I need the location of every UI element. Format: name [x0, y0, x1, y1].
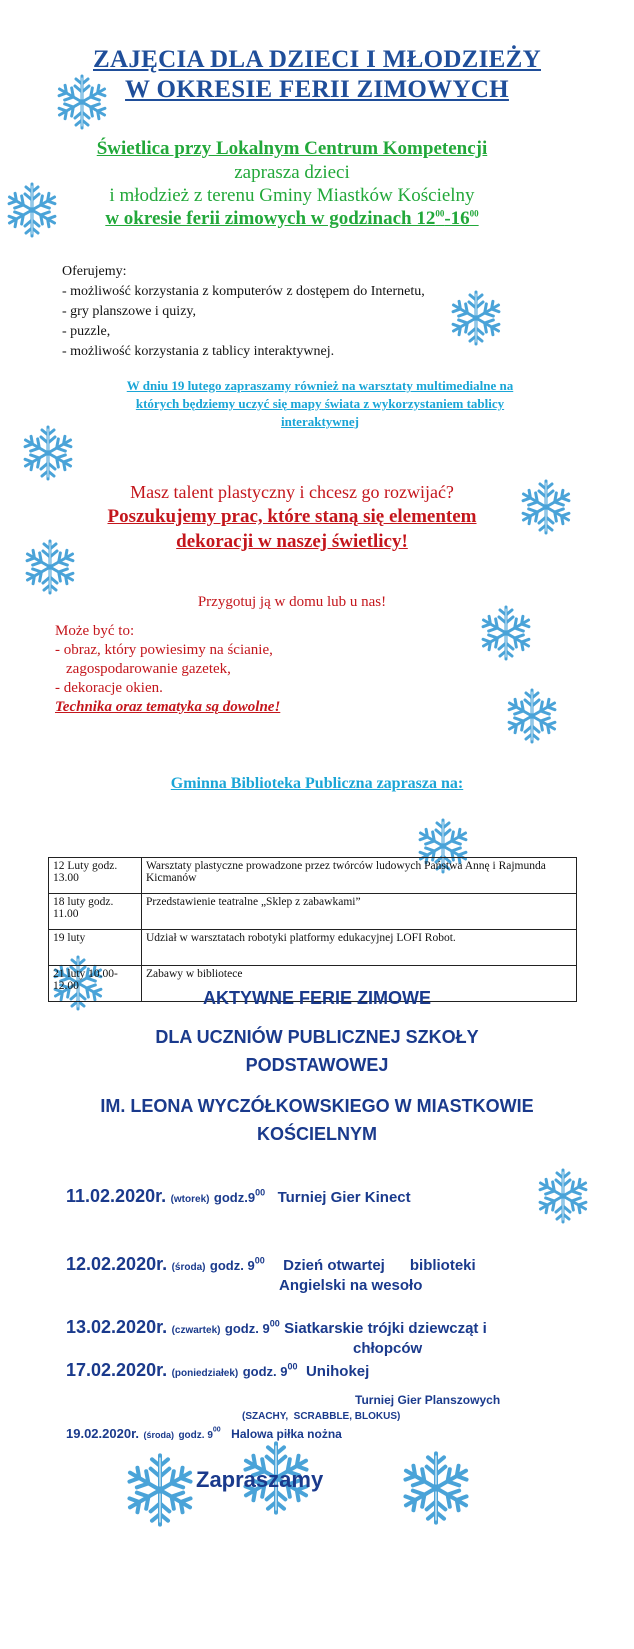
schedule-item-cont: chłopców	[353, 1340, 423, 1357]
school-heading-3a: IM. LEONA WYCZÓŁKOWSKIEGO W MIASTKOWIE	[100, 1096, 534, 1116]
talent-question: Masz talent plastyczny i chcesz go rozwijać?	[130, 482, 454, 502]
workshop-notice	[40, 377, 600, 431]
workshop-line3: interaktywnej	[281, 414, 359, 429]
library-table	[48, 857, 577, 1002]
talent-list	[55, 622, 280, 717]
snowflake-icon	[120, 1450, 200, 1530]
schedule-item: 11.02.2020r. (wtorek) $godz.9^{00}$ Turniej Gier Kinect	[66, 1186, 411, 1206]
offer-block	[62, 262, 425, 362]
snowflake-icon	[396, 1448, 476, 1528]
offer-item: - możliwość korzystania z komputerów z dostępem do Internetu,	[62, 284, 425, 299]
table-cell-date: 19 luty	[49, 930, 142, 966]
page-title-line2: W OKRESIE FERII ZIMOWYCH	[125, 76, 509, 103]
snowflake-icon	[502, 686, 562, 746]
intro-line3: i młodzież z terenu Gminy Miastków Kościelny	[109, 185, 475, 206]
table-cell-event: Przedstawienie teatralne „Sklep z zabawkami”	[142, 894, 577, 930]
workshop-line1: W dniu 19 lutego zapraszamy również na warsztaty multimedialne na	[126, 378, 514, 393]
talent-prepare: Przygotuj ją w domu lub u nas!	[197, 594, 387, 610]
board-games-list: (SZACHY, SCRABBLE, BLOKUS)	[242, 1411, 401, 1422]
talent-item: zagospodarowanie gazetek,	[66, 661, 231, 677]
schedule-item: 17.02.2020r. (poniedziałek) godz. $9^{00}$ Unihokej	[66, 1360, 370, 1380]
schedule-item: 19.02.2020r. (środa) godz. $9^{00}$ Halowa piłka nożna	[66, 1426, 342, 1441]
school-heading-2a: DLA UCZNIÓW PUBLICZNEJ SZKOŁY	[155, 1027, 479, 1047]
table-cell-event: Zabawy w bibliotece	[142, 966, 577, 1002]
page-title-line1: ZAJĘCIA DLA DZIECI I MŁODZIEŻY	[93, 46, 541, 73]
workshop-line2: których będziemy uczyć się mapy świata z wykorzystaniem tablicy	[135, 396, 505, 411]
snowflake-icon	[18, 423, 78, 483]
table-cell-event: Udział w warsztatach robotyki platformy edukacyjnej LOFI Robot.	[142, 930, 577, 966]
intro-line4: w okresie ferii zimowych w godzinach $12^{00}-16^{00}$	[105, 208, 479, 229]
school-heading-1: AKTYWNE FERIE ZIMOWE	[203, 988, 431, 1008]
table-row	[49, 930, 577, 966]
schedule-item: 13.02.2020r. (czwartek) godz. $9^{00}$ Siatkarskie trójki dziewcząt i	[66, 1317, 487, 1337]
table-cell-date: 12 Luty godz. 13.00	[49, 858, 142, 894]
offer-item: - gry planszowe i quizy,	[62, 304, 196, 319]
closing-text: Zapraszamy	[196, 1467, 324, 1492]
table-cell-event: Warsztaty plastyczne prowadzone przez twórców ludowych Państwa Annę i Rajmunda Kicmanów	[142, 858, 577, 894]
library-heading: Gminna Biblioteka Publiczna zaprasza na:	[170, 775, 464, 792]
table-row	[49, 858, 577, 894]
table-cell-date: 21 luty 10.00-12.00	[49, 966, 142, 1002]
snowflake-icon	[476, 603, 536, 663]
offer-item: - możliwość korzystania z tablicy interaktywnej.	[62, 344, 335, 359]
school-heading-2b: PODSTAWOWEJ	[245, 1055, 389, 1075]
talent-item: - dekoracje okien.	[55, 680, 163, 696]
schedule-item: 12.02.2020r. (środa) godz. $9^{00}$ Dzień otwartej biblioteki	[66, 1254, 476, 1274]
snowflake-icon	[533, 1166, 593, 1226]
schedule-item-cont: Angielski na wesoło	[279, 1277, 423, 1294]
table-cell-date: 18 luty godz. 11.00	[49, 894, 142, 930]
board-games-title: Turniej Gier Planszowych	[355, 1393, 501, 1407]
snowflake-icon	[446, 288, 506, 348]
talent-maybe: Może być to:	[55, 623, 135, 639]
school-heading-3b: KOŚCIELNYM	[256, 1124, 377, 1144]
talent-line1: Poszukujemy prac, które staną się elementem	[107, 506, 477, 527]
offer-heading: Oferujemy:	[62, 264, 127, 279]
talent-technique: Technika oraz tematyka są dowolne!	[55, 699, 281, 715]
intro-line2: zaprasza dzieci	[234, 162, 350, 183]
table-row	[49, 894, 577, 930]
talent-line2: dekoracji w naszej świetlicy!	[176, 531, 408, 552]
talent-item: - obraz, który powiesimy na ścianie,	[55, 642, 273, 658]
intro-line1: Świetlica przy Lokalnym Centrum Kompetencji	[96, 138, 488, 159]
offer-item: - puzzle,	[62, 324, 111, 339]
